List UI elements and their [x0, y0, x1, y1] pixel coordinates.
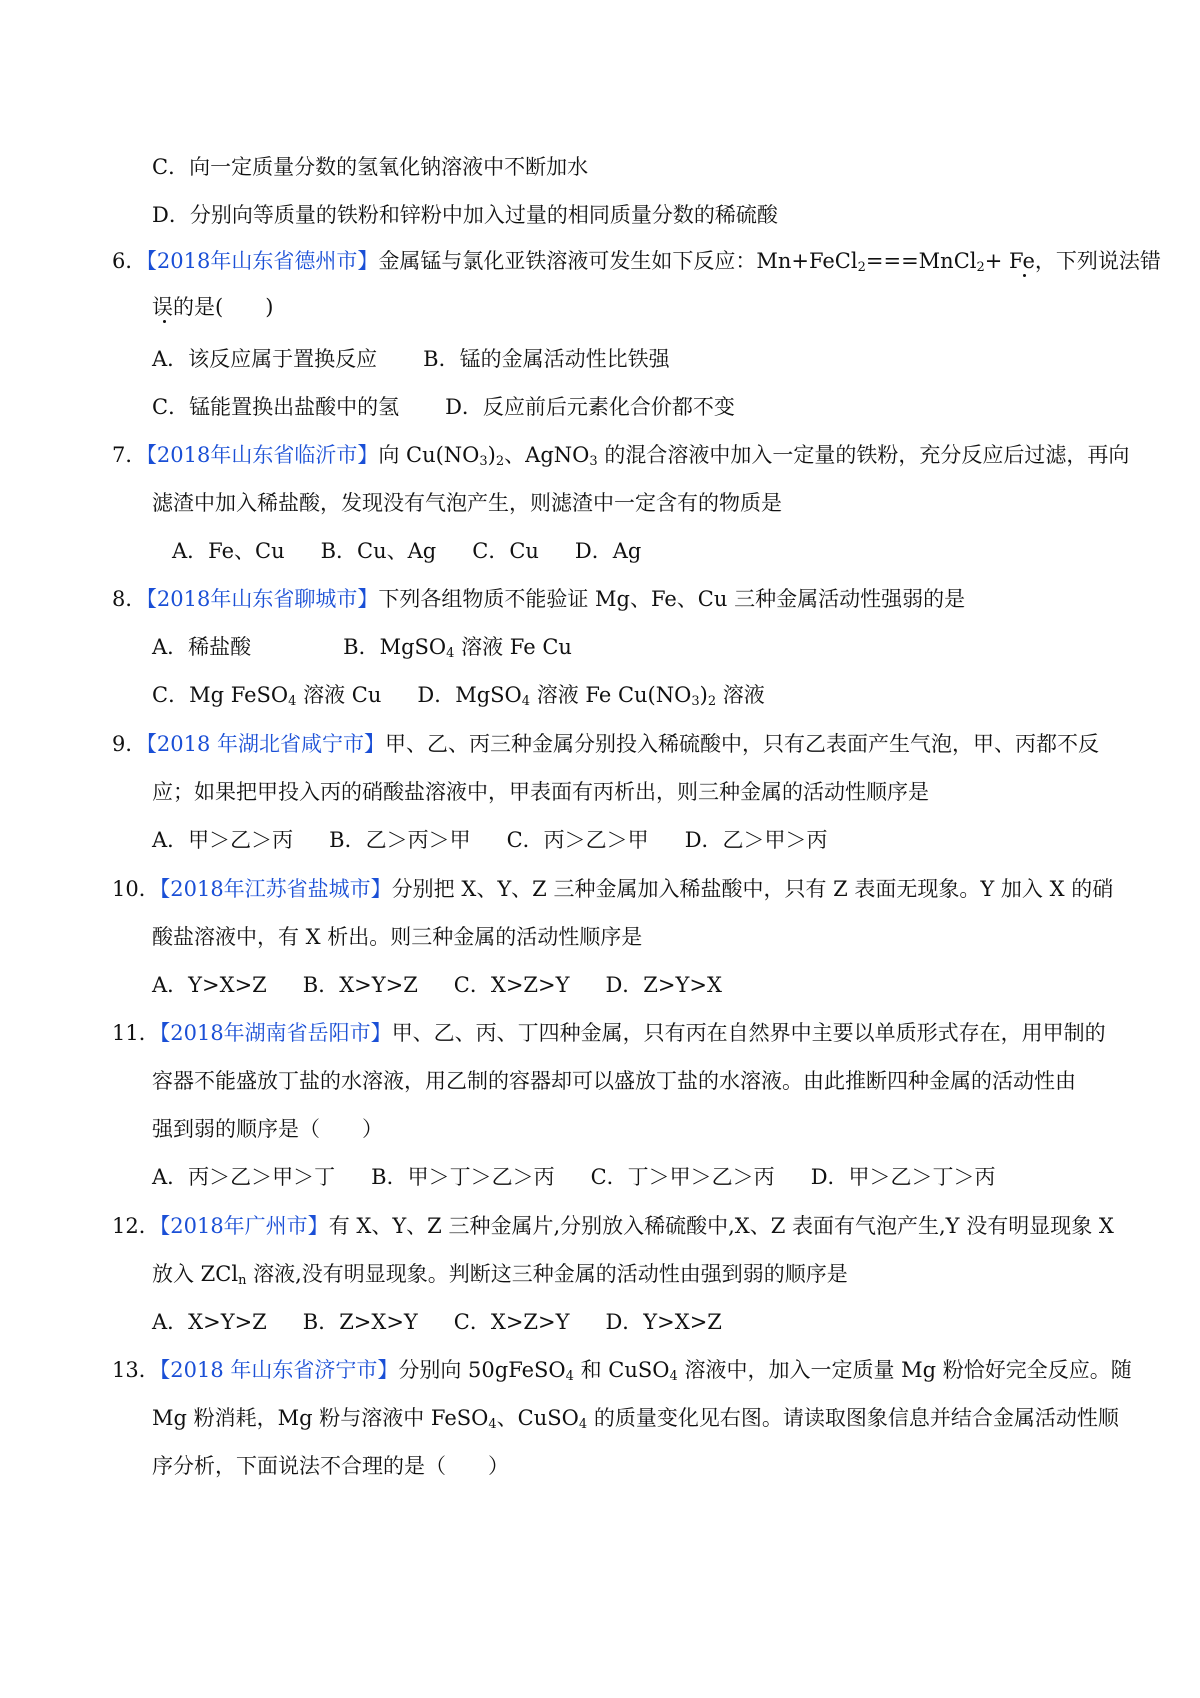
option-b: B．锰的金属活动性比铁强 — [423, 347, 670, 371]
prev-question-option-c — [152, 152, 588, 182]
question-7-stem-line2 — [152, 488, 782, 518]
question-number: 8． — [112, 587, 147, 611]
stem-text: 溶液中，加入一定质量 Mg 粉恰好完全反应。随 — [677, 1358, 1132, 1382]
stem-text: 强到弱的顺序是（ ） — [152, 1117, 383, 1141]
question-source: 【2018年广州市】 — [159, 1214, 329, 1238]
subscript: 3 — [589, 454, 598, 469]
option-c: C．锰能置换出盐酸中的氢 — [152, 395, 400, 419]
stem-text: + Fe，下列说法错 — [984, 249, 1161, 273]
option-d: D．反应前后元素化合价都不变 — [445, 395, 735, 419]
subscript: 3 — [479, 454, 488, 469]
question-8-options-row2 — [152, 680, 765, 710]
option-c: C．丙＞乙＞甲 — [506, 828, 649, 852]
question-number: 10． — [112, 877, 160, 901]
question-number: 9． — [112, 732, 147, 756]
stem-text: 甲、乙、丙三种金属分别投入稀硫酸中，只有乙表面产生气泡，甲、丙都不反 — [385, 732, 1099, 756]
subscript: 2 — [976, 260, 985, 275]
question-6-stem-line2 — [152, 292, 273, 322]
question-source: 【2018年山东省临沂市】 — [146, 443, 379, 467]
stem-text: 下列各组物质不能验证 Mg、Fe、Cu 三种金属活动性强弱的是 — [378, 587, 966, 611]
option-d-rest: 溶液 Fe Cu(NO — [530, 683, 692, 707]
stem-text: ) — [487, 443, 496, 467]
question-11-stem-line3 — [152, 1114, 383, 1144]
question-7-stem-line1 — [112, 440, 1129, 470]
question-11-stem-line1 — [112, 1018, 1106, 1048]
subscript: 4 — [488, 1417, 497, 1432]
stem-text: 酸盐溶液中，有 X 析出。则三种金属的活动性顺序是 — [152, 925, 643, 949]
subscript: 3 — [691, 694, 700, 709]
question-source: 【2018年山东省德州市】 — [146, 249, 379, 273]
option-d: D．Ag — [574, 539, 642, 563]
option-d: D．Y>X>Z — [605, 1310, 722, 1334]
stem-text: 放入 ZCl — [152, 1262, 239, 1286]
option-d: D．Z>Y>X — [605, 973, 722, 997]
stem-text: 有 X、Y、Z 三种金属片,分别放入稀硫酸中,X、Z 表面有气泡产生,Y 没有明显现象 X — [328, 1214, 1114, 1238]
option-a: A．该反应属于置换反应 — [152, 347, 378, 371]
stem-text: 的质量变化见右图。请读取图象信息并结合金属活动性顺 — [587, 1406, 1119, 1430]
option-a: A．甲＞乙＞丙 — [152, 828, 294, 852]
question-source: 【2018年湖南省岳阳市】 — [159, 1021, 392, 1045]
option-c: C．Mg FeSO — [152, 683, 289, 707]
option-c-rest: 溶液 Cu — [296, 683, 382, 707]
question-source: 【2018 年山东省济宁市】 — [159, 1358, 399, 1382]
option-a: A．Y>X>Z — [152, 973, 267, 997]
question-13-stem-line2 — [152, 1403, 1119, 1433]
question-10-stem-line1 — [112, 874, 1113, 904]
option-text: C．向一定质量分数的氢氧化钠溶液中不断加水 — [152, 155, 589, 179]
question-source: 【2018 年湖北省咸宁市】 — [146, 732, 385, 756]
option-d: D．MgSO — [417, 683, 522, 707]
option-a: A．稀盐酸 — [152, 635, 252, 659]
question-number: 12． — [112, 1214, 160, 1238]
emphasis-dot — [1023, 274, 1026, 277]
option-a: A．丙＞乙＞甲＞丁 — [152, 1165, 336, 1189]
option-b: B．MgSO — [343, 635, 447, 659]
option-text: D．分别向等质量的铁粉和锌粉中加入过量的相同质量分数的稀硫酸 — [152, 203, 778, 227]
question-6-options-row1 — [152, 344, 670, 374]
stem-text: 分别把 X、Y、Z 三种金属加入稀盐酸中，只有 Z 表面无现象。Y 加入 X 的硝 — [391, 877, 1114, 901]
stem-text: 、AgNO — [504, 443, 590, 467]
option-d-rest: 溶液 — [716, 683, 765, 707]
question-13-stem-line1 — [112, 1355, 1132, 1385]
question-11-stem-line2 — [152, 1066, 1076, 1096]
question-source: 【2018年江苏省盐城市】 — [159, 877, 392, 901]
stem-text: 向 Cu(NO — [378, 443, 480, 467]
question-6-options-row2 — [152, 392, 735, 422]
option-a: A．Fe、Cu — [172, 539, 285, 563]
question-9-stem-line2 — [152, 777, 929, 807]
question-source: 【2018年山东省聊城市】 — [146, 587, 379, 611]
question-number: 7． — [112, 443, 147, 467]
question-10-stem-line2 — [152, 922, 642, 952]
option-c: C．X>Z>Y — [453, 973, 570, 997]
question-12-stem-line1 — [112, 1211, 1114, 1241]
question-number: 6． — [112, 249, 147, 273]
stem-text: 的混合溶液中加入一定量的铁粉，充分反应后过滤，再向 — [597, 443, 1130, 467]
option-c: C．丁＞甲＞乙＞丙 — [590, 1165, 775, 1189]
subscript: 4 — [446, 646, 455, 661]
stem-text: 容器不能盛放丁盐的水溶液，用乙制的容器却可以盛放丁盐的水溶液。由此推断四种金属的活动性由 — [152, 1069, 1076, 1093]
stem-text: 甲、乙、丙、丁四种金属，只有丙在自然界中主要以单质形式存在，用甲制的 — [391, 1021, 1106, 1045]
subscript: 4 — [669, 1369, 678, 1384]
question-7-options — [172, 536, 641, 566]
question-8-options-row1 — [152, 632, 572, 662]
option-b: B．X>Y>Z — [302, 973, 418, 997]
question-9-options — [152, 825, 828, 855]
subscript: 4 — [565, 1369, 574, 1384]
stem-text: 应；如果把甲投入丙的硝酸盐溶液中，甲表面有丙析出，则三种金属的活动性顺序是 — [152, 780, 929, 804]
subscript: 4 — [578, 1417, 588, 1432]
option-d-rest: ) — [699, 683, 708, 707]
option-b: B．乙＞丙＞甲 — [329, 828, 471, 852]
stem-text: 和 CuSO — [573, 1358, 670, 1382]
question-9-stem-line1 — [112, 729, 1099, 759]
subscript: 4 — [521, 694, 531, 709]
question-8-stem — [112, 584, 965, 614]
stem-text: 序分析，下面说法不合理的是（ ） — [152, 1454, 509, 1478]
option-a: A．X>Y>Z — [152, 1310, 267, 1334]
question-6-stem-line1 — [112, 246, 1161, 276]
option-b: B．Z>X>Y — [302, 1310, 418, 1334]
stem-text: 、CuSO — [496, 1406, 579, 1430]
question-11-options — [152, 1162, 996, 1192]
option-d: D．乙＞甲＞丙 — [684, 828, 828, 852]
stem-text: ===MnCl — [865, 249, 977, 273]
question-10-options — [152, 970, 722, 1000]
subscript: 2 — [495, 454, 505, 469]
option-b: B．Cu、Ag — [320, 539, 437, 563]
option-d: D．甲＞乙＞丁＞丙 — [810, 1165, 996, 1189]
stem-text: 误的是( ) — [152, 295, 274, 319]
question-12-stem-line2 — [152, 1259, 848, 1289]
question-number: 13． — [112, 1358, 160, 1382]
question-number: 11． — [112, 1021, 160, 1045]
stem-text: 分别向 50gFeSO — [398, 1358, 566, 1382]
stem-text: 金属锰与氯化亚铁溶液可发生如下反应：Mn+FeCl — [378, 249, 858, 273]
emphasis-dot — [163, 320, 166, 323]
question-12-options — [152, 1307, 722, 1337]
stem-text: Mg 粉消耗，Mg 粉与溶液中 FeSO — [152, 1406, 489, 1430]
subscript: 2 — [707, 694, 717, 709]
subscript: 4 — [288, 694, 297, 709]
option-c: C．X>Z>Y — [453, 1310, 570, 1334]
subscript: n — [238, 1273, 247, 1288]
stem-text: 滤渣中加入稀盐酸，发现没有气泡产生，则滤渣中一定含有的物质是 — [152, 491, 782, 515]
option-b: B．甲＞丁＞乙＞丙 — [371, 1165, 555, 1189]
stem-text: 溶液,没有明显现象。判断这三种金属的活动性由强到弱的顺序是 — [246, 1262, 848, 1286]
option-b-rest: 溶液 Fe Cu — [454, 635, 572, 659]
subscript: 2 — [857, 260, 866, 275]
option-c: C．Cu — [472, 539, 539, 563]
question-13-stem-line3 — [152, 1451, 509, 1481]
prev-question-option-d — [152, 200, 778, 230]
